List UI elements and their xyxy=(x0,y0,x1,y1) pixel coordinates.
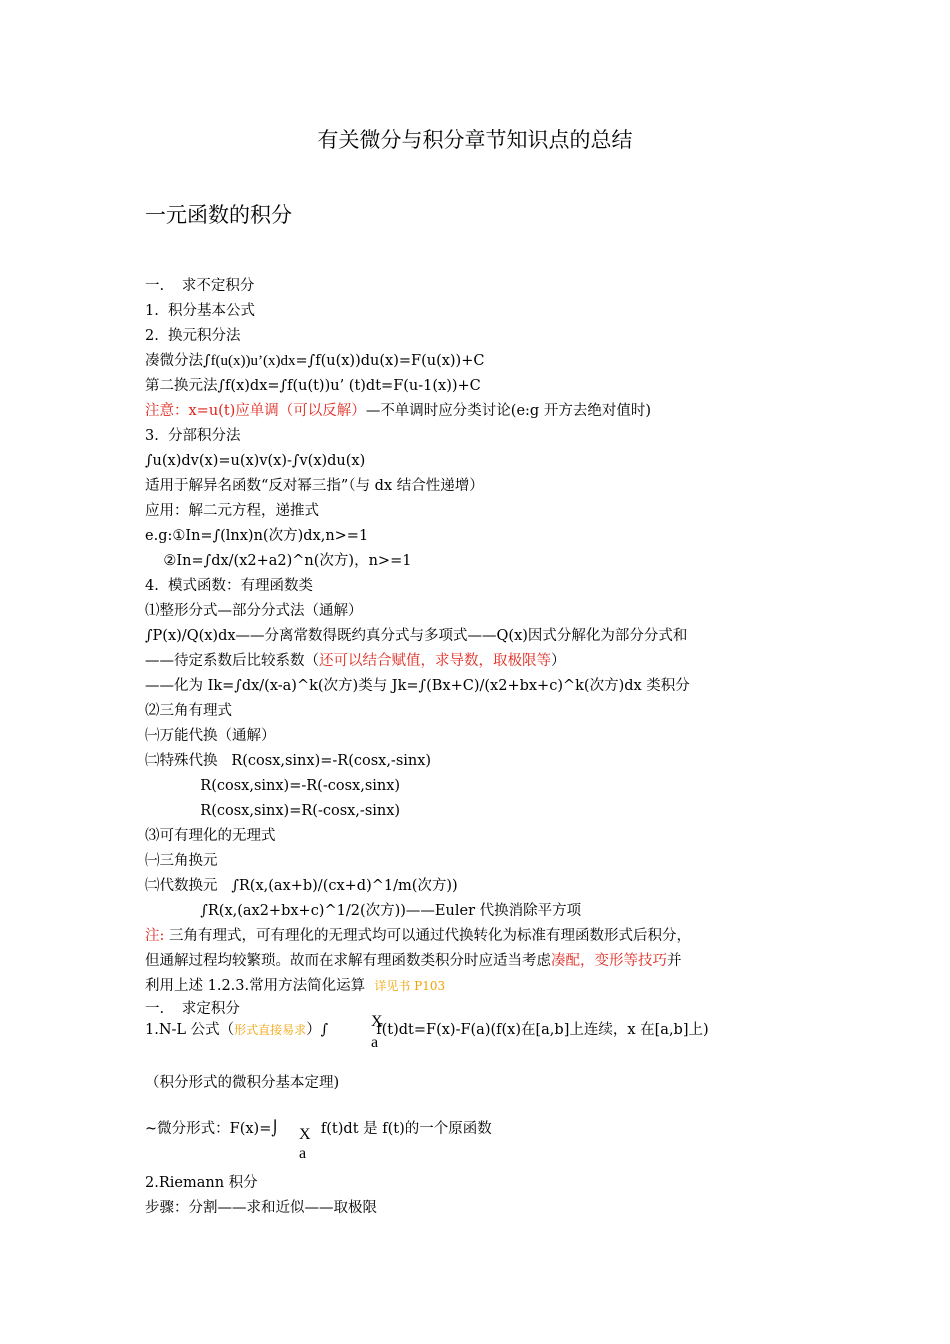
upper-limit: X xyxy=(299,1126,311,1143)
line-text: ） xyxy=(551,653,566,669)
item-rational-functions: 4. 模式函数：有理函数类 xyxy=(145,578,314,594)
line-text: 一. 求定积分 xyxy=(145,1001,240,1017)
text-algebraic-substitution-1: ㈡代数换元 ∫R(x,(ax+b)/(cx+d)^1/m(次方)) xyxy=(145,878,458,894)
formula-first-substitution xyxy=(145,351,484,371)
line-text: ）∫ xyxy=(306,1022,329,1038)
hint-highlight: 形式直接易求 xyxy=(234,1023,307,1037)
line-text: f(t)dt 是 f(t)的一个原函数 xyxy=(320,1121,492,1137)
text-algebraic-substitution-2: ∫R(x,(ax2+bx+c)^1/2(次方))——Euler 代换消除平方项 xyxy=(145,903,582,919)
subsection-indefinite xyxy=(145,276,254,296)
subsection-definite xyxy=(145,999,240,1019)
book-reference: 详见书 P103 xyxy=(374,979,446,993)
text-undetermined-coefficients xyxy=(145,651,566,671)
item-integration-by-parts: 3. 分部积分法 xyxy=(145,428,241,444)
line-text: f(t)dt=F(x)-F(a)(f(x)在[a,b]上连续，x 在[a,b]上) xyxy=(376,1022,709,1038)
text-pq-integral: ∫P(x)/Q(x)dx——分离常数得既约真分式与多项式——Q(x)因式分解化为部分分式和 xyxy=(145,628,688,644)
line-text: ~微分形式：F(x)=⌡ xyxy=(145,1121,279,1137)
line-text: 三角有理式，可有理化的无理式均可以通过代换转化为标准有理函数形式后积分， xyxy=(164,928,691,944)
note-label: 注: xyxy=(145,928,165,944)
line-text: 凑微分法∫ xyxy=(145,353,211,369)
formula-part: f(u(x))u’(x)dx xyxy=(210,353,296,369)
text-simplify xyxy=(145,976,445,996)
text-fundamental-theorem: （积分形式的微积分基本定理) xyxy=(145,1075,340,1091)
note-monotone xyxy=(145,401,651,421)
formula-differential-form xyxy=(145,1119,492,1139)
line-text: 一. 求不定积分 xyxy=(145,278,255,294)
formula-second-substitution: 第二换元法∫f(x)dx=∫f(u(t))u’ (t)dt=F(u-1(x))+C xyxy=(145,378,481,394)
text-special-substitution-3: R(cosx,sinx)=R(-cosx,-sinx) xyxy=(145,803,401,819)
section-heading: 一元函数的积分 xyxy=(145,203,292,227)
item-substitution: 2. 换元积分法 xyxy=(145,328,241,344)
note-rational-forms-cont xyxy=(145,951,682,971)
note-highlight: 凑配，变形等技巧 xyxy=(551,953,667,969)
item-basic-formula: 1. 积分基本公式 xyxy=(145,303,256,319)
line-text: 但通解过程均较繁琐。故而在求解有理函数类积分时应适当考虑 xyxy=(145,953,551,969)
text-application: 应用：解二元方程，递推式 xyxy=(145,503,319,519)
note-highlight: 还可以结合赋值，求导数，取极限等 xyxy=(319,653,551,669)
line-text: =∫f(u(x))du(x)=F(u(x))+C xyxy=(295,353,485,369)
lower-limit: a xyxy=(371,1034,379,1051)
note-rational-forms xyxy=(145,926,691,946)
line-text: 并 xyxy=(667,953,682,969)
upper-limit: X xyxy=(371,1013,383,1030)
example-2: ②In=∫dx/(x2+a2)^n(次方)，n>=1 xyxy=(145,553,412,569)
text-trig-rational: ⑵三角有理式 xyxy=(145,703,232,719)
document-title: 有关微分与积分章节知识点的总结 xyxy=(317,128,633,152)
line-text: 利用上述 1.2.3.常用方法简化运算 xyxy=(145,978,375,994)
line-text: ——待定系数后比较系数（ xyxy=(145,653,319,669)
text-partial-fractions: ⑴整形分式—部分分式法（通解） xyxy=(145,603,363,619)
text-special-substitution-2: R(cosx,sinx)=-R(-cosx,sinx) xyxy=(145,778,401,794)
line-text: —不单调时应分类讨论(e:g 开方去绝对值时) xyxy=(365,403,651,419)
line-text: 1.N-L 公式（ xyxy=(145,1022,235,1038)
formula-newton-leibniz xyxy=(145,1020,709,1040)
text-ik-jk: ——化为 Ik=∫dx/(x-a)^k(次方)类与 Jk=∫(Bx+C)/(x2+bx+c)^k(次方)dx 类积分 xyxy=(145,678,690,694)
text-trig-substitution: ㈠三角换元 xyxy=(145,853,218,869)
text-special-substitution-1: ㈡特殊代换 R(cosx,sinx)=-R(cosx,-sinx) xyxy=(145,753,432,769)
text-applicable: 适用于解异名函数“反对幂三指”（与 dx 结合性递增） xyxy=(145,478,484,494)
text-universal-substitution: ㈠万能代换（通解） xyxy=(145,728,276,744)
lower-limit: a xyxy=(299,1145,307,1162)
formula-by-parts: ∫u(x)dv(x)=u(x)v(x)-∫v(x)du(x) xyxy=(145,453,366,469)
note-highlight: 注意：x=u(t)应单调（可以反解） xyxy=(145,403,366,419)
item-riemann: 2.Riemann 积分 xyxy=(145,1175,258,1191)
example-1: e.g:①In=∫(lnx)n(次方)dx,n>=1 xyxy=(145,528,369,544)
text-riemann-steps: 步骤：分割——求和近似——取极限 xyxy=(145,1200,377,1216)
text-irrational: ⑶可有理化的无理式 xyxy=(145,828,276,844)
